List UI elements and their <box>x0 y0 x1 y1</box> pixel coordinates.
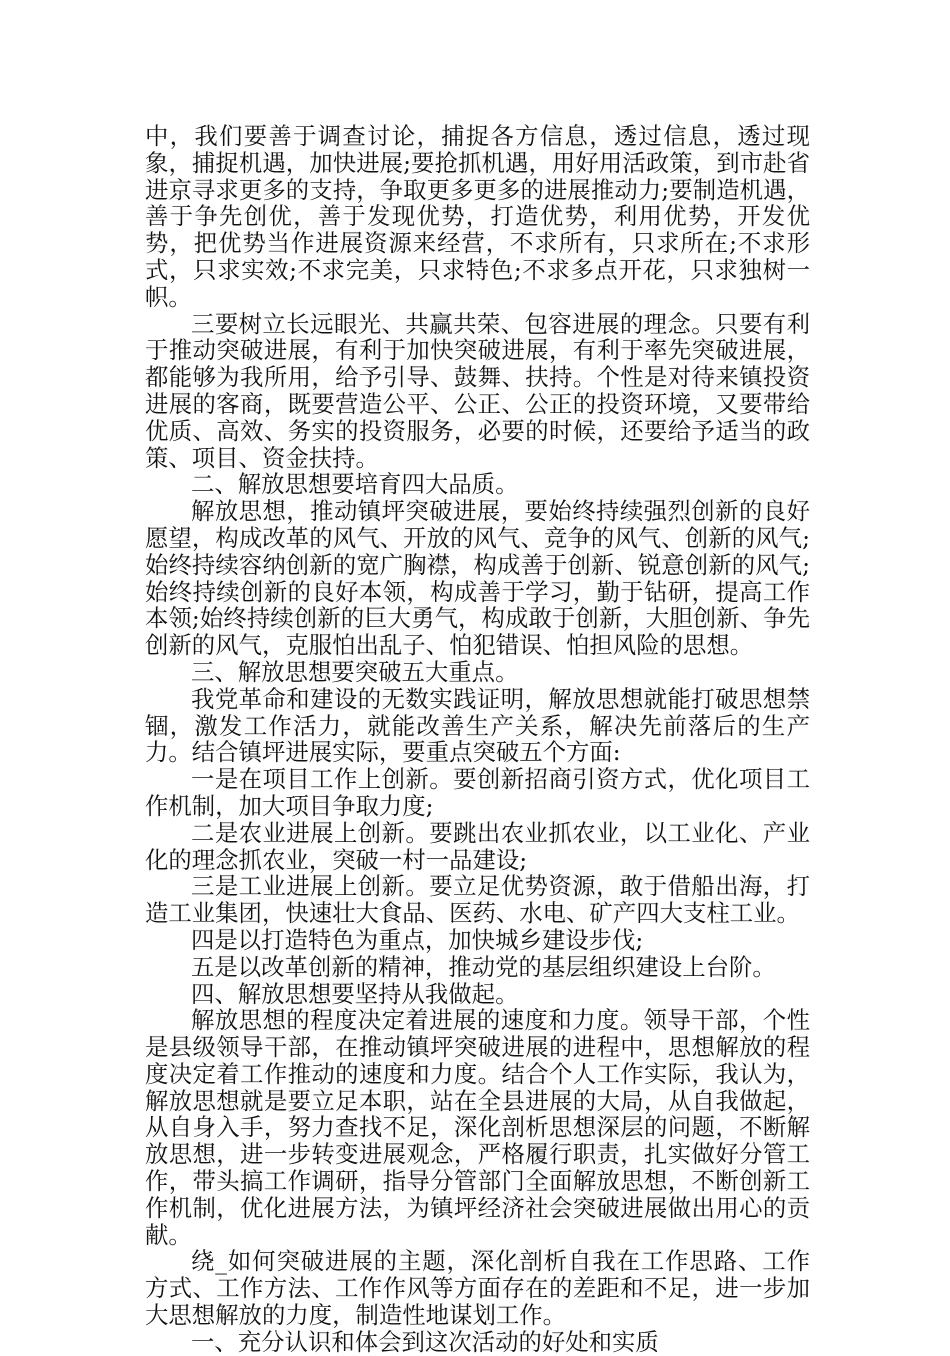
document-body <box>145 123 810 1356</box>
paragraph-13: 解放思想的程度决定着进展的速度和力度。领导干部，个性是县级领导干部，在推动镇坪突破进展的进程中，思想解放的程度决定着工作推动的速度和力度。结合个人工作实际，我认为，解放思想就是要立足本职，站在全县进展的大局，从自我做起，从自身入手，努力查找不足，深化剖析思想深层的问题，不断解放思想，进一步转变进展观念，严格履行职责，扎实做好分管工作，带头搞工作调研，指导分管部门全面解放思想，不断创新工作机制，优化进展方法，为镇坪经济社会突破进展做出用心的贡献。 <box>145 1006 810 1249</box>
list-item-3: 三是工业进展上创新。要立足优势资源，敢于借船出海，打造工业集团，快速壮大食品、医药、水电、矿产四大支柱工业。 <box>145 872 810 928</box>
list-item-1: 一是在项目工作上创新。要创新招商引资方式，优化项目工作机制，加大项目争取力度; <box>145 765 810 820</box>
paragraph-1: 中，我们要善于调查讨论，捕捉各方信息，透过信息，透过现象，捕捉机遇，加快进展;要抢抓机遇，用好用活政策，到市赴省进京寻求更多的支持，争取更多更多的进展推动力;要制造机遇，善于争先创优，善于发现优势，打造优势，利用优势，开发优势，把优势当作进展资源来经营，不求所有，只求所在;不求形式，只求实效;不求完美，只求特色;不求多点开花，只求独树一帜。 <box>145 122 810 311</box>
paragraph-14: 绕_如何突破进展的主题，深化剖析自我在工作思路、工作方式、工作方法、工作作风等方面存在的差距和不足，进一步加大思想解放的力度，制造性地谋划工作。 <box>145 1247 810 1330</box>
section-heading-4: 四、解放思想要坚持从我做起。 <box>191 979 519 1008</box>
section-heading-2: 二、解放思想要培育四大品质。 <box>191 470 519 499</box>
list-item-4: 四是以打造特色为重点，加快城乡建设步伐; <box>191 925 644 954</box>
section-heading-3: 三、解放思想要突破五大重点。 <box>191 657 519 686</box>
paragraph-2: 三要树立长远眼光、共赢共荣、包容进展的理念。只要有利于推动突破进展，有利于加快突破进展，有利于率先突破进展，都能够为我所用，给予引导、鼓舞、扶持。个性是对待来镇投资进展的客商，既要营造公平、公正、公正的投资环境，又要带给优质、高效、务实的投资服务，必要的时候，还要给予适当的政策、项目、资金扶持。 <box>145 309 810 472</box>
paragraph-6: 我党革命和建设的无数实践证明，解放思想就能打破思想禁锢，激发工作活力，就能改善生产关系，解决先前落后的生产力。结合镇坪进展实际，要重点突破五个方面: <box>145 684 810 767</box>
paragraph-4: 解放思想，推动镇坪突破进展，要始终持续强烈创新的良好愿望，构成改革的风气、开放的风气、竞争的风气、创新的风气;始终持续容纳创新的宽广胸襟，构成善于创新、锐意创新的风气;始终持续创新的良好本领，构成善于学习，勤于钻研，提高工作本领;始终持续创新的巨大勇气，构成敢于创新，大胆创新、争先创新的风气，克服怕出乱子、怕犯错误、怕担风险的思想。 <box>145 497 810 660</box>
list-item-5: 五是以改革创新的精神，推动党的基层组织建设上台阶。 <box>191 952 776 981</box>
section-heading-5: 一、充分认识和体会到这次活动的好处和实质 <box>191 1327 659 1356</box>
list-item-2: 二是农业进展上创新。要跳出农业抓农业，以工业化、产业化的理念抓农业，突破一村一品建设; <box>145 818 810 874</box>
